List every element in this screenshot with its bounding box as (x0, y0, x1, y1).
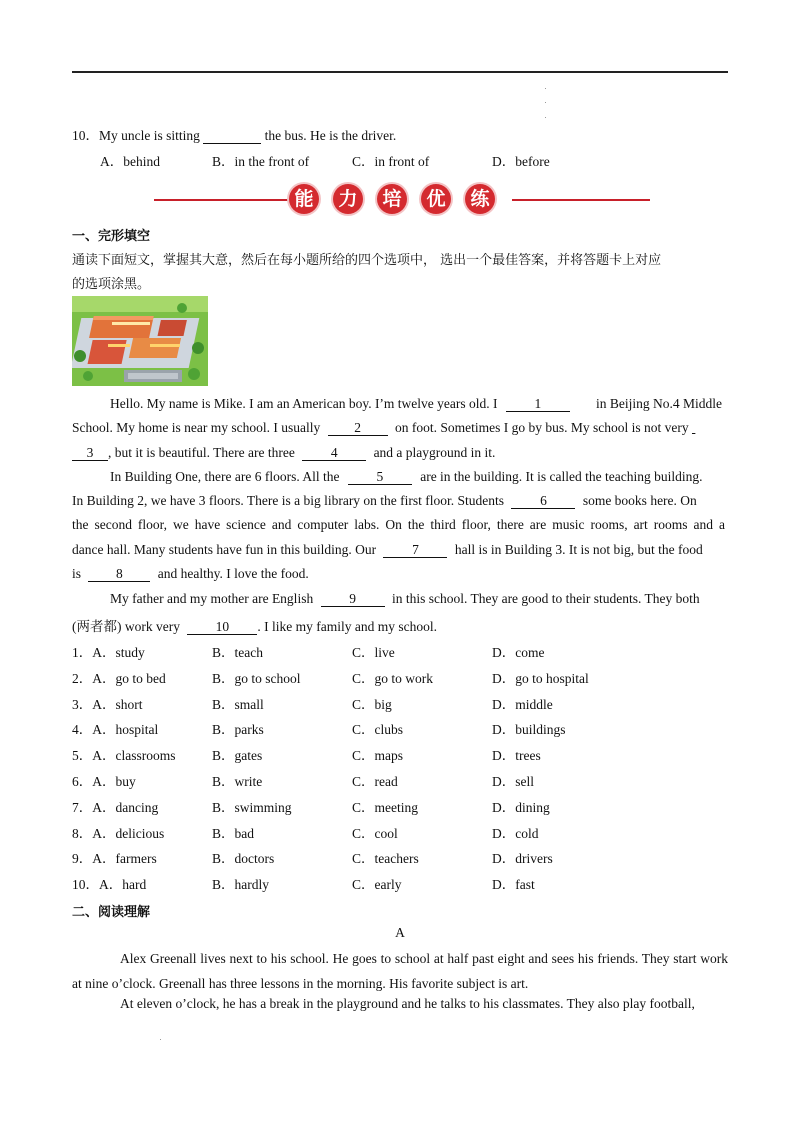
cloze-para2-line5: is 8 and healthy. I love the food. (72, 566, 309, 581)
cloze-q6-option-d: D．sell (492, 774, 534, 789)
cloze-para2-line4: dance hall. Many students have fun in this building. Our 7 hall is in Building 3. It is not big, but the food (72, 542, 703, 557)
cloze-para2-line2: In Building 2, we have 3 floors. There is a big library on the first floor. Students 6 some books here. On (72, 493, 697, 508)
cloze-q9-option-d: D．drivers (492, 851, 553, 867)
cloze-para1-line1: Hello. My name is Mike. I am an American boy. I’m twelve years old. I 1 (110, 396, 575, 412)
cloze-q2-option-a: 2．A．go to bed (72, 670, 166, 686)
banner-char: 力 (333, 184, 363, 214)
cloze-blank-10: 10 (187, 620, 257, 635)
cloze-q6-option-c: C．read (352, 774, 398, 789)
q10-blank (203, 129, 261, 144)
cloze-instructions: 通读下面短文，掌握其大意，然后在每小题所给的四个选项中， 选出一个最佳答案，并将答题卡上对应 (72, 253, 662, 268)
cloze-q7-option-b: B．swimming (212, 799, 292, 815)
scan-dot (160, 1039, 161, 1040)
cloze-q5-option-d: D．trees (492, 748, 541, 764)
q10-option-a: A．behind (100, 154, 160, 169)
cloze-q7-option-d: D．dining (492, 799, 550, 815)
q10-stem: 10．My uncle is sitting the bus. He is the driver. (72, 128, 397, 143)
banner-char: 练 (465, 184, 495, 214)
cloze-q9-option-c: C．teachers (352, 851, 419, 867)
scan-dot (545, 88, 546, 89)
cloze-q4-option-a: 4．A．hospital (72, 722, 159, 738)
banner-char: 优 (421, 184, 451, 214)
cloze-q2-option-d: D．go to hospital (492, 670, 589, 686)
cloze-q10-option-a: 10．A．hard (72, 877, 147, 893)
cloze-q5-option-b: B．gates (212, 748, 263, 764)
q10-option-b: B．in the front of (212, 154, 310, 169)
cloze-q1-option-c: C．live (352, 645, 395, 660)
scan-dot (545, 102, 546, 103)
cloze-blank-6: 6 (511, 494, 575, 509)
cloze-q3-option-a: 3．A．short (72, 696, 143, 712)
cloze-q5-option-a: 5．A．classrooms (72, 748, 176, 764)
cloze-heading: 一、完形填空 (72, 229, 151, 244)
cloze-q10-option-b: B．hardly (212, 877, 269, 893)
cloze-blank-9: 9 (321, 592, 385, 607)
cloze-blank-5: 5 (348, 470, 412, 485)
cloze-q8-option-d: D．cold (492, 825, 539, 841)
cloze-para1-line2: School. My home is near my school. I usually 2 on foot. Sometimes I go by bus. My school is not very (72, 420, 692, 435)
cloze-q5-option-c: C．maps (352, 748, 404, 764)
cloze-para3-line2: (两者都) work very 10 . I like my family and my school. (72, 619, 437, 634)
banner-rule-left (154, 199, 290, 201)
reading-heading: 二、阅读理解 (72, 905, 151, 920)
cloze-blank-3: 3 (72, 446, 108, 461)
q10-option-d: D．before (492, 154, 550, 169)
cloze-q4-option-b: B．parks (212, 722, 264, 738)
cloze-q10-option-d: D．fast (492, 877, 535, 893)
banner-char: 能 (289, 184, 319, 214)
cloze-blank-1: 1 (506, 397, 570, 412)
scan-dot (545, 117, 546, 118)
cloze-q8-option-a: 8．A．delicious (72, 825, 165, 841)
cloze-q2-option-c: C．go to work (352, 670, 433, 686)
header-rule (72, 71, 728, 73)
cloze-q7-option-a: 7．A．dancing (72, 799, 159, 815)
cloze-q6-option-b: B．write (212, 774, 263, 789)
cloze-q1-option-d: D．come (492, 645, 545, 660)
cloze-para1-line3: 3 , but it is beautiful. There are three 4 and a playground in it. (72, 445, 495, 461)
cloze-q1-option-b: B．teach (212, 645, 263, 660)
school-campus-image (72, 296, 208, 386)
q10-option-c: C．in front of (352, 154, 430, 169)
cloze-instructions-cont: 的选项涂黑。 (72, 277, 151, 292)
cloze-para2-line1: In Building One, there are 6 floors. All the 5 are in the building. It is called the teaching building. (110, 469, 703, 484)
cloze-q8-option-c: C．cool (352, 825, 398, 841)
cloze-blank-2: 2 (328, 421, 388, 436)
passage-label: A (395, 925, 405, 940)
cloze-blank-7: 7 (383, 543, 447, 558)
cloze-blank-4: 4 (302, 446, 366, 461)
cloze-q4-option-c: C．clubs (352, 722, 404, 738)
cloze-q9-option-a: 9．A．farmers (72, 851, 157, 867)
cloze-q3-option-d: D．middle (492, 696, 553, 712)
cloze-q8-option-b: B．bad (212, 825, 254, 841)
cloze-q9-option-b: B．doctors (212, 851, 275, 867)
cloze-q1-option-a: 1．A．study (72, 645, 145, 660)
cloze-q10-option-c: C．early (352, 877, 402, 893)
cloze-q6-option-a: 6．A．buy (72, 774, 136, 789)
cloze-q2-option-b: B．go to school (212, 670, 301, 686)
cloze-q4-option-d: D．buildings (492, 722, 566, 738)
cloze-para3-line1: My father and my mother are English 9 in this school. They are good to their students. They both (110, 591, 700, 606)
reading-para1: Alex Greenall lives next to his school. He goes to school at half past eight and sees his friends. They start work at nine o’clock. Greenall has three lessons in the morning. His favorite subject is art. (72, 951, 728, 991)
reading-para2: At eleven o’clock, he has a break in the playground and he talks to his classmates. They also play football, (120, 996, 695, 1011)
cloze-para2-line3: the second floor, we have science and computer labs. On the third floor, there are music rooms, art rooms and a (72, 517, 725, 532)
cloze-blank-8: 8 (88, 567, 150, 582)
cloze-q7-option-c: C．meeting (352, 799, 418, 815)
cloze-q3-option-c: C．big (352, 696, 392, 712)
banner-char: 培 (377, 184, 407, 214)
banner-rule-right (512, 199, 650, 201)
cloze-q3-option-b: B．small (212, 696, 264, 712)
cloze-para1-line1-end: in Beijing No.4 Middle (596, 396, 722, 411)
